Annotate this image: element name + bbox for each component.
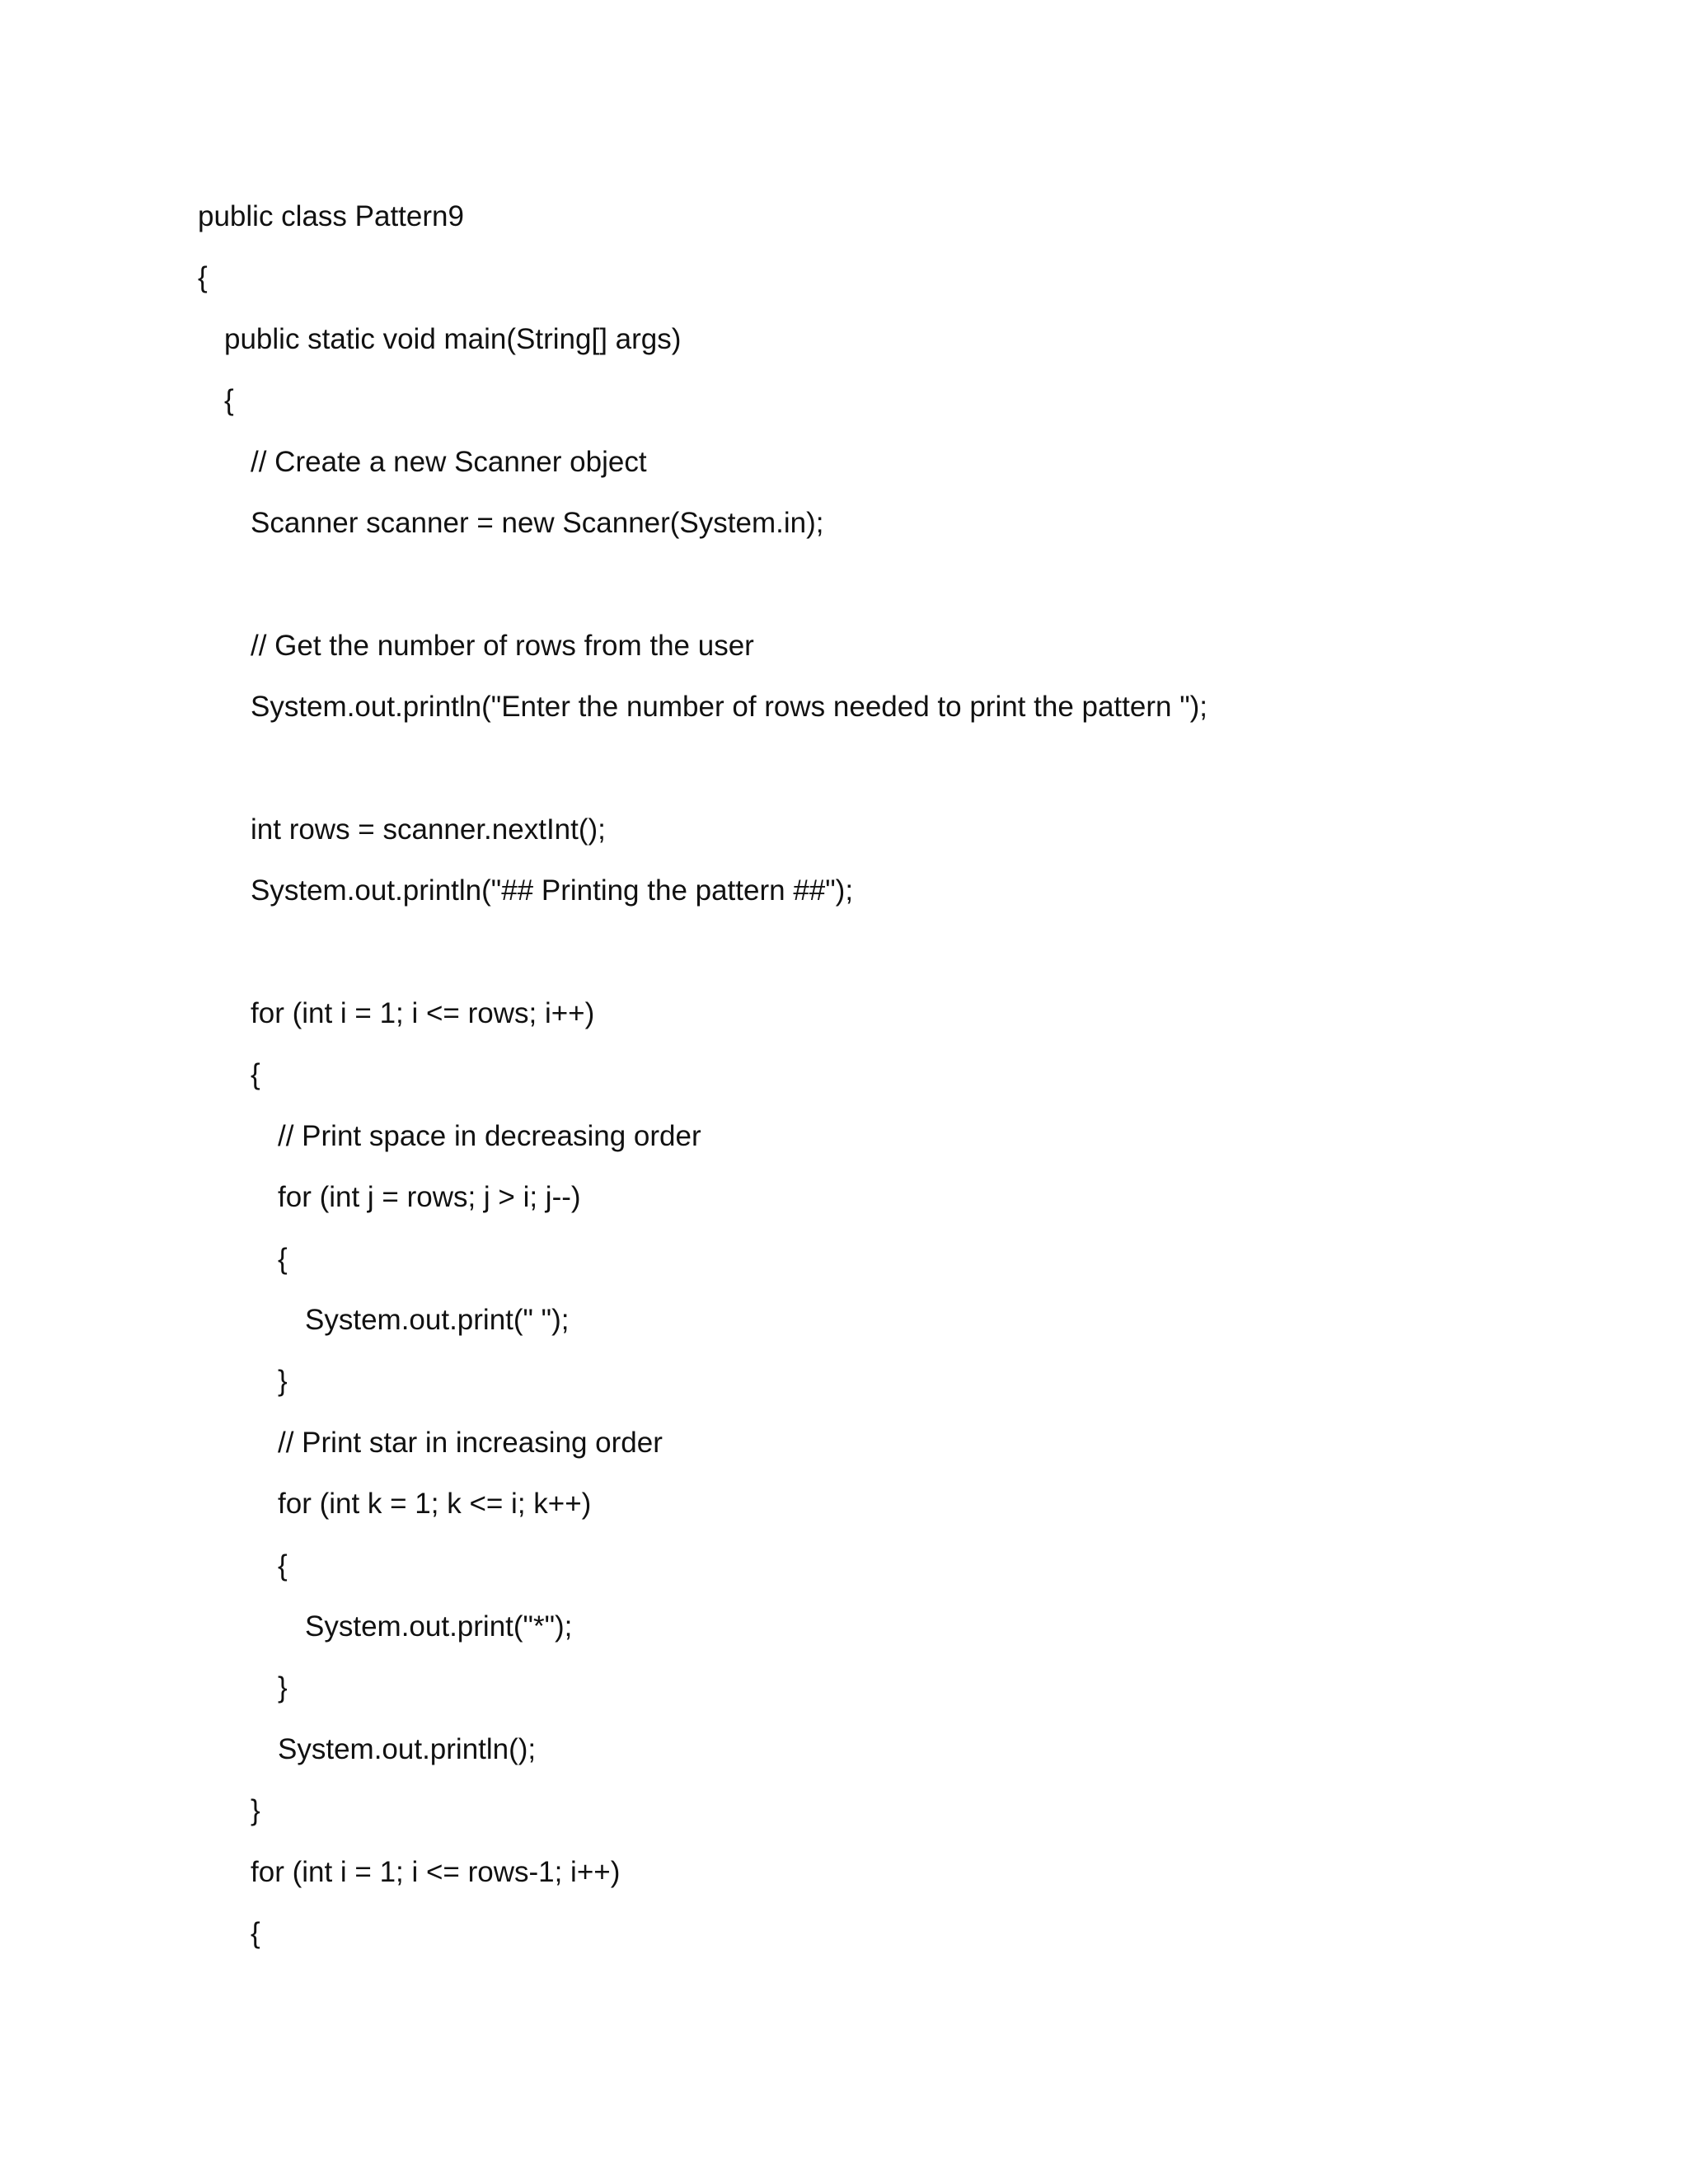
code-line: } xyxy=(278,1365,288,1398)
code-line: System.out.println("Enter the number of rows needed to print the pattern "); xyxy=(251,691,1207,724)
code-line: { xyxy=(278,1549,288,1582)
blank-line xyxy=(198,748,1599,809)
code-line: { xyxy=(251,1916,260,1949)
code-line: public static void main(String[] args) xyxy=(224,322,682,355)
code-line: { xyxy=(224,384,234,417)
blank-line xyxy=(198,564,1599,625)
code-line: // Print space in decreasing order xyxy=(278,1119,701,1152)
code-line: } xyxy=(278,1671,288,1704)
code-line: public class Pattern9 xyxy=(198,200,464,232)
code-line: System.out.print("*"); xyxy=(305,1610,573,1643)
code-line: { xyxy=(278,1242,288,1275)
code-line: System.out.print(" "); xyxy=(305,1304,570,1337)
code-line: for (int k = 1; k <= i; k++) xyxy=(278,1488,592,1521)
code-line: // Print star in increasing order xyxy=(278,1426,663,1459)
code-line: { xyxy=(251,1058,260,1091)
code-block xyxy=(198,196,1599,1974)
code-line: // Get the number of rows from the user xyxy=(251,629,754,662)
code-line: for (int i = 1; i <= rows-1; i++) xyxy=(251,1855,621,1888)
code-line: Scanner scanner = new Scanner(System.in); xyxy=(251,506,824,539)
blank-line xyxy=(198,932,1599,993)
code-line: // Create a new Scanner object xyxy=(251,445,647,478)
code-line: int rows = scanner.nextInt(); xyxy=(251,813,606,846)
code-line: System.out.println("## Printing the pattern ##"); xyxy=(251,874,854,907)
code-line: System.out.println(); xyxy=(278,1732,537,1765)
code-line: for (int j = rows; j > i; j--) xyxy=(278,1181,581,1214)
code-line: } xyxy=(251,1794,260,1827)
code-line: { xyxy=(198,261,208,294)
code-line: for (int i = 1; i <= rows; i++) xyxy=(251,997,595,1030)
